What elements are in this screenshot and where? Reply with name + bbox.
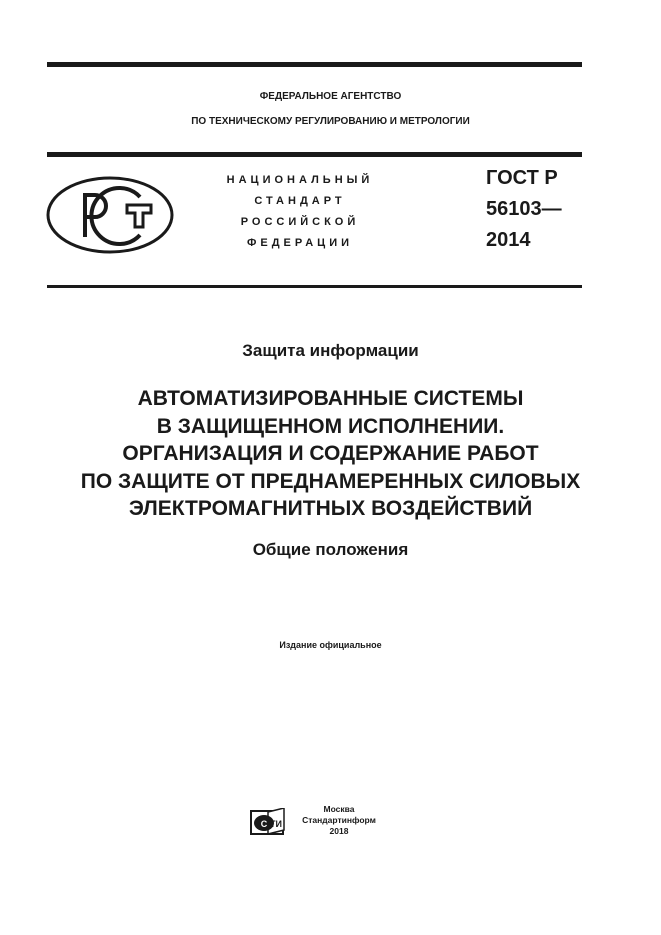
standard-type-line: СТАНДАРТ — [254, 195, 346, 207]
edition-note: Издание официальное — [279, 640, 382, 650]
publisher-city: Москва — [323, 804, 355, 814]
document-title — [0, 385, 661, 523]
standard-type — [200, 170, 400, 254]
svg-text:ТИ: ТИ — [270, 819, 282, 829]
standard-type-line: ФЕДЕРАЦИИ — [246, 237, 354, 249]
title-line: В ЗАЩИЩЕННОМ ИСПОЛНЕНИИ. — [156, 414, 505, 438]
agency-line-2: ПО ТЕХНИЧЕСКОМУ РЕГУЛИРОВАНИЮ И МЕТРОЛОГИИ — [191, 116, 470, 127]
header-rule — [47, 152, 582, 157]
designation-line: ГОСТ Р — [486, 167, 558, 189]
title-line: ПО ЗАЩИТЕ ОТ ПРЕДНАМЕРЕННЫХ СИЛОВЫХ — [80, 469, 581, 493]
title-line: АВТОМАТИЗИРОВАННЫЕ СИСТЕМЫ — [137, 387, 524, 410]
category: Защита информации — [242, 341, 419, 360]
title-line: ОРГАНИЗАЦИЯ И СОДЕРЖАНИЕ РАБОТ — [122, 442, 539, 465]
publisher-logo — [250, 808, 286, 836]
publisher-info — [294, 804, 384, 837]
title-line: ЭЛЕКТРОМАГНИТНЫХ ВОЗДЕЙСТВИЙ — [128, 497, 533, 520]
standard-type-line: НАЦИОНАЛЬНЫЙ — [226, 174, 374, 186]
publication-year: 2018 — [329, 826, 349, 836]
publisher-name: Стандартинформ — [302, 815, 376, 825]
designation-line: 2014 — [486, 229, 531, 251]
designation-line: 56103— — [486, 198, 562, 220]
standard-designation — [486, 163, 562, 256]
subtitle: Общие положения — [252, 540, 409, 559]
gost-logo — [45, 175, 175, 255]
header-bottom-rule — [47, 285, 582, 288]
standard-type-line: РОССИЙСКОЙ — [240, 216, 360, 228]
agency-line-1: ФЕДЕРАЛЬНОЕ АГЕНТСТВО — [259, 91, 402, 102]
top-rule — [47, 62, 582, 67]
svg-text:С: С — [260, 819, 268, 829]
